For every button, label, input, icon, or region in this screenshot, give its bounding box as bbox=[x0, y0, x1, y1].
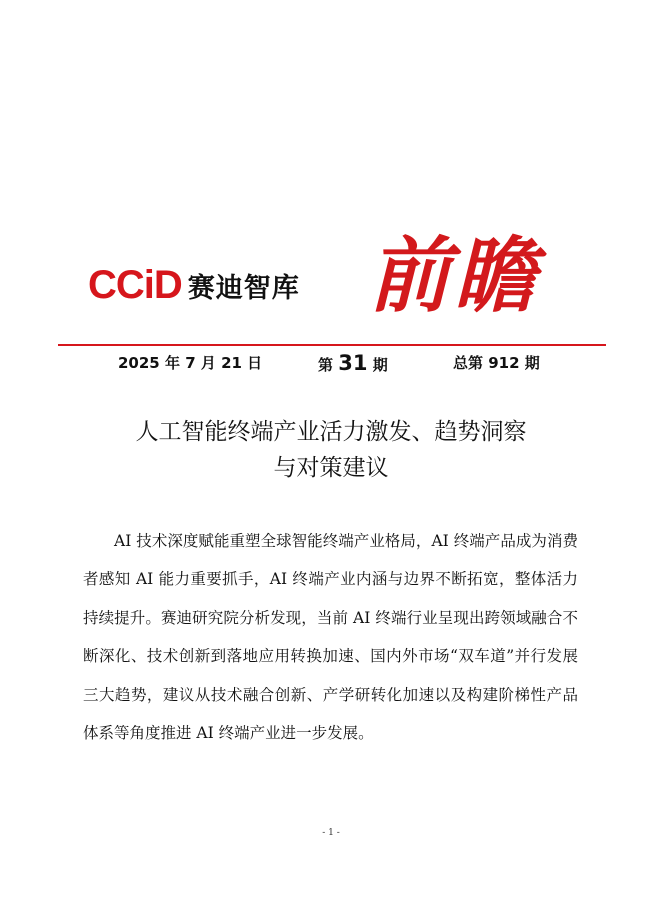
brand bbox=[88, 260, 300, 310]
issue-info bbox=[0, 350, 662, 376]
page-number: - 1 - bbox=[322, 828, 340, 838]
issue-number-suffix: 期 bbox=[367, 356, 388, 374]
column-title-calligraphy: 前瞻 bbox=[368, 228, 540, 324]
masthead bbox=[58, 222, 606, 340]
issue-number bbox=[318, 350, 388, 378]
ccid-logo: CCiD bbox=[88, 263, 182, 307]
document-title bbox=[0, 414, 662, 486]
issue-number-value: 31 bbox=[338, 351, 368, 375]
issue-total: 总第 912 期 bbox=[453, 354, 540, 372]
title-line-1: 人工智能终端产业活力激发、趋势洞察 bbox=[135, 419, 527, 445]
title-line-2: 与对策建议 bbox=[273, 455, 389, 481]
header-divider bbox=[58, 344, 606, 346]
brand-name: 赛迪智库 bbox=[187, 272, 300, 304]
abstract-paragraph: AI 技术深度赋能重塑全球智能终端产业格局，AI 终端产品成为消费者感知 AI 能力重要抓手，AI 终端产业内涵与边界不断拓宽，整体活力持续提升。赛迪研究院分析发现，当前 AI 终端行业呈现出跨领域融合不断深化、技术创新到落地应用转换加速、国内外市场“双车道”并行发展三大趋势，建议从技术融合创新、产学研转化加速以及构建阶梯性产品体系等角度推进 AI 终端产业进一步发展。 bbox=[83, 532, 578, 743]
issue-date: 2025 年 7 月 21 日 bbox=[118, 354, 263, 372]
issue-number-prefix: 第 bbox=[318, 356, 339, 374]
